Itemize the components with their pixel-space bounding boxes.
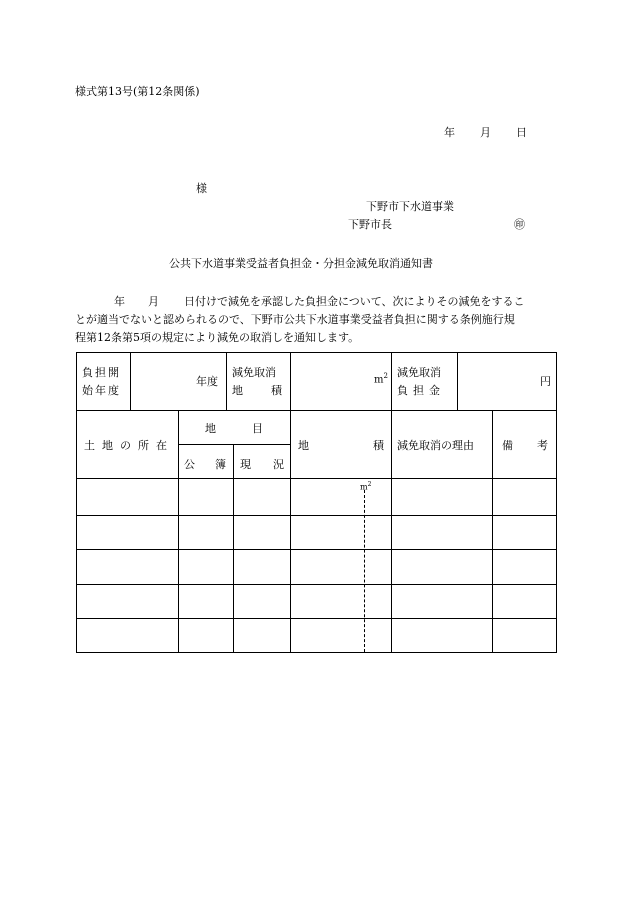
- cancel-amount-label: [397, 364, 453, 398]
- registry-header-char1: 公: [184, 458, 195, 471]
- registry-header: [184, 456, 226, 472]
- location-header: 土地の所在: [84, 439, 174, 452]
- table-row: [77, 585, 556, 618]
- date-day: 日: [516, 126, 527, 139]
- cancel-amount-label-line1: 減免取消: [397, 366, 441, 379]
- body-line-2: とが適当でないと認められるので、下野市公共下水道事業受益者負担に関する条例施行規: [75, 313, 515, 326]
- date-month: 月: [480, 126, 491, 139]
- issuer-name: 下野市長: [348, 218, 392, 231]
- remarks-header: [502, 437, 548, 453]
- table-row: [77, 550, 556, 584]
- start-year-label-line2: 始年度: [82, 384, 121, 397]
- actual-header-char2: 況: [273, 458, 284, 471]
- form-number: 様式第13号(第12条関係): [75, 85, 200, 98]
- land-category-header-char1: 地: [205, 422, 216, 435]
- cancel-amount-unit: 円: [540, 375, 551, 388]
- table-row: [77, 619, 556, 652]
- land-category-header: [205, 420, 263, 436]
- area-header: [298, 437, 384, 453]
- start-year-label-line1: 負担開: [82, 366, 121, 379]
- row-area-unit: $m^2$: [360, 481, 372, 492]
- table-row: [77, 516, 556, 549]
- land-category-header-char2: 目: [252, 422, 263, 435]
- body-line-1: 日付けで減免を承認した負担金について、次によりその減免をするこ: [184, 295, 525, 308]
- cancel-area-unit: $m^2$: [374, 372, 388, 386]
- actual-header: [240, 456, 284, 472]
- remarks-header-char1: 備: [502, 439, 513, 452]
- seal-mark: ㊞: [514, 218, 525, 231]
- cancel-area-label-line1: 減免取消: [232, 366, 276, 379]
- actual-header-char1: 現: [240, 458, 251, 471]
- reason-header: 減免取消の理由: [397, 439, 474, 452]
- cancel-area-label-char2: 積: [271, 384, 282, 397]
- cancel-amount-label-line2: 負担金: [397, 384, 445, 397]
- registry-header-char2: 簿: [215, 458, 226, 471]
- body-year: 年: [114, 295, 125, 308]
- remarks-header-char2: 考: [537, 439, 548, 452]
- cancel-area-label: [232, 364, 284, 398]
- addressee-suffix: 様: [196, 182, 207, 195]
- area-header-char2: 積: [373, 439, 384, 452]
- body-month: 月: [148, 295, 159, 308]
- start-year-label: [82, 364, 126, 398]
- table-row: [77, 479, 556, 515]
- area-header-char1: 地: [298, 439, 309, 452]
- date-year: 年: [444, 126, 455, 139]
- document-title: 公共下水道事業受益者負担金・分担金減免取消通知書: [169, 257, 433, 270]
- cancel-area-label-char1: 地: [232, 384, 243, 397]
- body-line-3: 程第12条第5項の規定により減免の取消しを通知します。: [75, 331, 360, 344]
- issuer-org: 下野市下水道事業: [366, 200, 454, 213]
- start-year-unit: 年度: [196, 375, 218, 388]
